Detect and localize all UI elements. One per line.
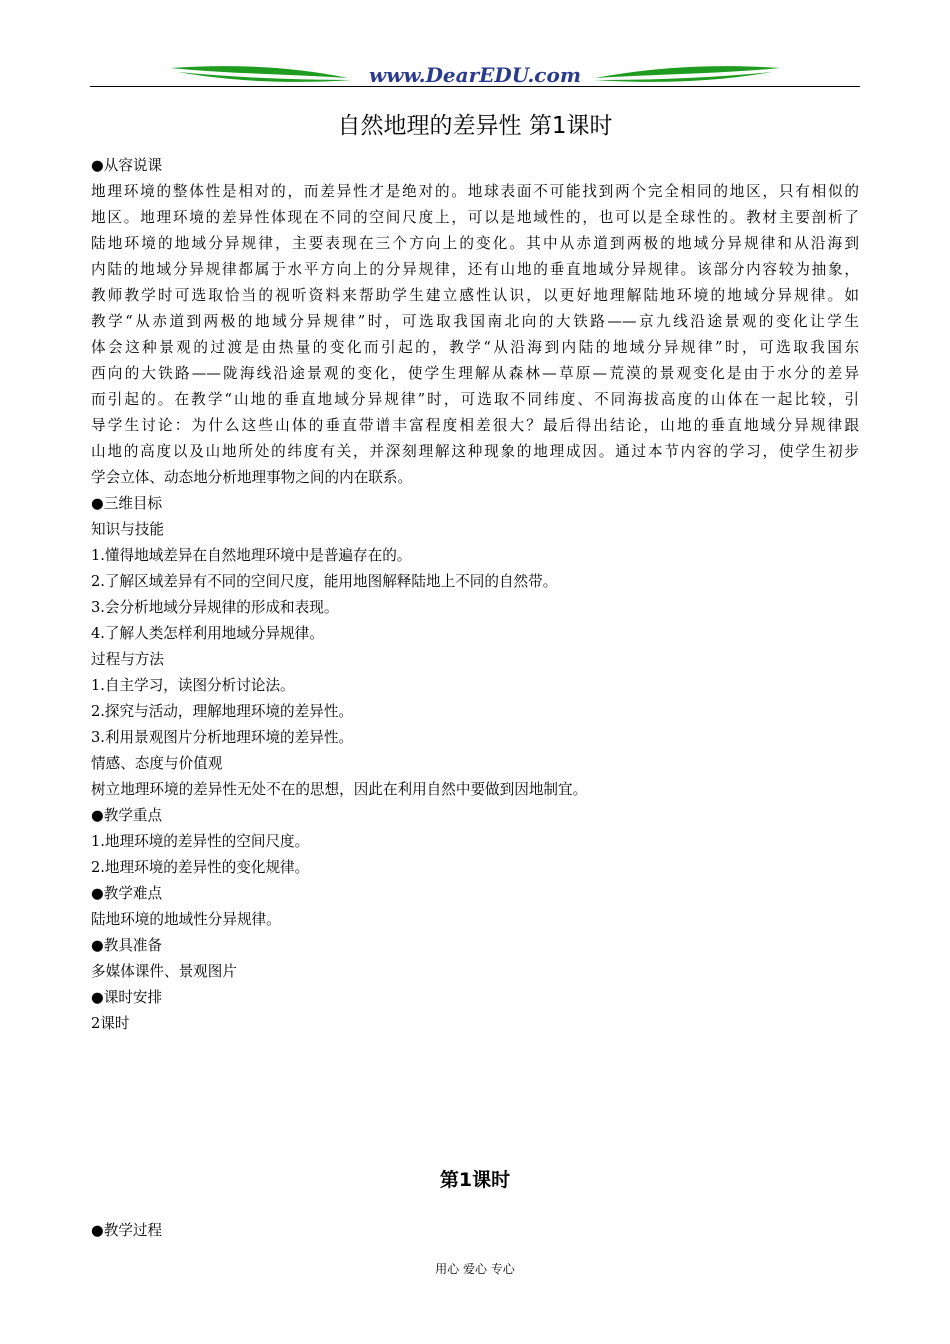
intro-paragraph <box>91 179 859 491</box>
section-heading: ●教学过程 <box>91 1222 163 1239</box>
paragraph-line: 陆地环境的地域性分异规律。 <box>91 911 281 928</box>
paragraph-line: 而引起的。在教学“山地的垂直地域分异规律”时，可选取不同纬度、不同海拔高度的山体在一起比较，引 <box>91 391 859 408</box>
subsection-label: 情感、态度与价值观 <box>91 755 223 772</box>
section-heading: ●教学重点 <box>91 807 163 824</box>
page-header <box>90 58 860 90</box>
page-title: 自然地理的差异性 第1课时 <box>337 113 613 139</box>
subsection-label: 过程与方法 <box>91 651 164 668</box>
left-swoosh-icon <box>170 66 348 78</box>
section-heading: ●课时安排 <box>91 989 163 1006</box>
list-item: 1.地理环境的差异性的空间尺度。 <box>91 833 310 850</box>
paragraph-line: 体会这种景观的过渡是由热量的变化而引起的，教学“从沿海到内陆的地域分异规律”时，可选取我国东 <box>91 339 859 356</box>
paragraph-line: 西向的大铁路——陇海线沿途景观的变化，使学生理解从森林—草原—荒漠的景观变化是由于水分的差异 <box>91 365 859 382</box>
section-heading: ●教具准备 <box>91 937 163 954</box>
paragraph-line: 山地的高度以及山地所处的纬度有关，并深刻理解这种现象的地理成因。通过本节内容的学习，使学生初步 <box>91 443 859 460</box>
list-item: 4.了解人类怎样利用地域分异规律。 <box>91 625 324 642</box>
page-footer: 用心 爱心 专心 <box>435 1262 515 1276</box>
paragraph-line: 2课时 <box>91 1015 130 1032</box>
logo-text: www.DearEDU.com <box>368 63 582 86</box>
paragraph-line: 教学“从赤道到两极的地域分异规律”时，可选取我国南北向的大铁路——京九线沿途景观的变化让学生 <box>91 313 859 330</box>
dearedu-logo <box>90 58 860 86</box>
list-item: 1.自主学习，读图分析讨论法。 <box>91 677 295 694</box>
list-item: 1.懂得地域差异在自然地理环境中是普遍存在的。 <box>91 547 412 564</box>
paragraph-line: 多媒体课件、景观图片 <box>91 963 237 980</box>
document-body <box>91 153 859 1037</box>
paragraph-line: 陆地环境的地域分异规律，主要表现在三个方向上的变化。其中从赤道到两极的地域分异规律和从沿海到 <box>91 235 859 252</box>
paragraph-line: 内陆的地域分异规律都属于水平方向上的分异规律，还有山地的垂直地域分异规律。该部分内容较为抽象， <box>91 261 859 278</box>
subsection-label: 知识与技能 <box>91 521 164 538</box>
section-heading: ●三维目标 <box>91 495 163 512</box>
list-item: 3.会分析地域分异规律的形成和表现。 <box>91 599 339 616</box>
right-swoosh-icon <box>595 66 780 78</box>
list-item: 3.利用景观图片分析地理环境的差异性。 <box>91 729 354 746</box>
paragraph-line: 地理环境的整体性是相对的，而差异性才是绝对的。地球表面不可能找到两个完全相同的地区，只有相似的 <box>91 183 859 200</box>
list-item: 2.了解区域差异有不同的空间尺度，能用地图解释陆地上不同的自然带。 <box>91 573 558 590</box>
paragraph-line: 学会立体、动态地分析地理事物之间的内在联系。 <box>91 469 413 486</box>
section-heading: ●从容说课 <box>91 157 163 174</box>
list-item: 2.地理环境的差异性的变化规律。 <box>91 859 310 876</box>
section-heading: ●教学难点 <box>91 885 163 902</box>
header-rule <box>90 86 860 87</box>
paragraph-line: 导学生讨论：为什么这些山体的垂直带谱丰富程度相差很大？最后得出结论，山地的垂直地域分异规律跟 <box>91 417 859 434</box>
paragraph-line: 地区。地理环境的差异性体现在不同的空间尺度上，可以是地域性的，也可以是全球性的。教材主要剖析了 <box>91 209 859 226</box>
list-item: 2.探究与活动，理解地理环境的差异性。 <box>91 703 354 720</box>
lesson-title: 第1课时 <box>439 1169 511 1191</box>
paragraph-line: 教师教学时可选取恰当的视听资料来帮助学生建立感性认识，以更好地理解陆地环境的地域分异规律。如 <box>91 287 859 304</box>
paragraph-line: 树立地理环境的差异性无处不在的思想，因此在利用自然中要做到因地制宜。 <box>91 781 588 798</box>
